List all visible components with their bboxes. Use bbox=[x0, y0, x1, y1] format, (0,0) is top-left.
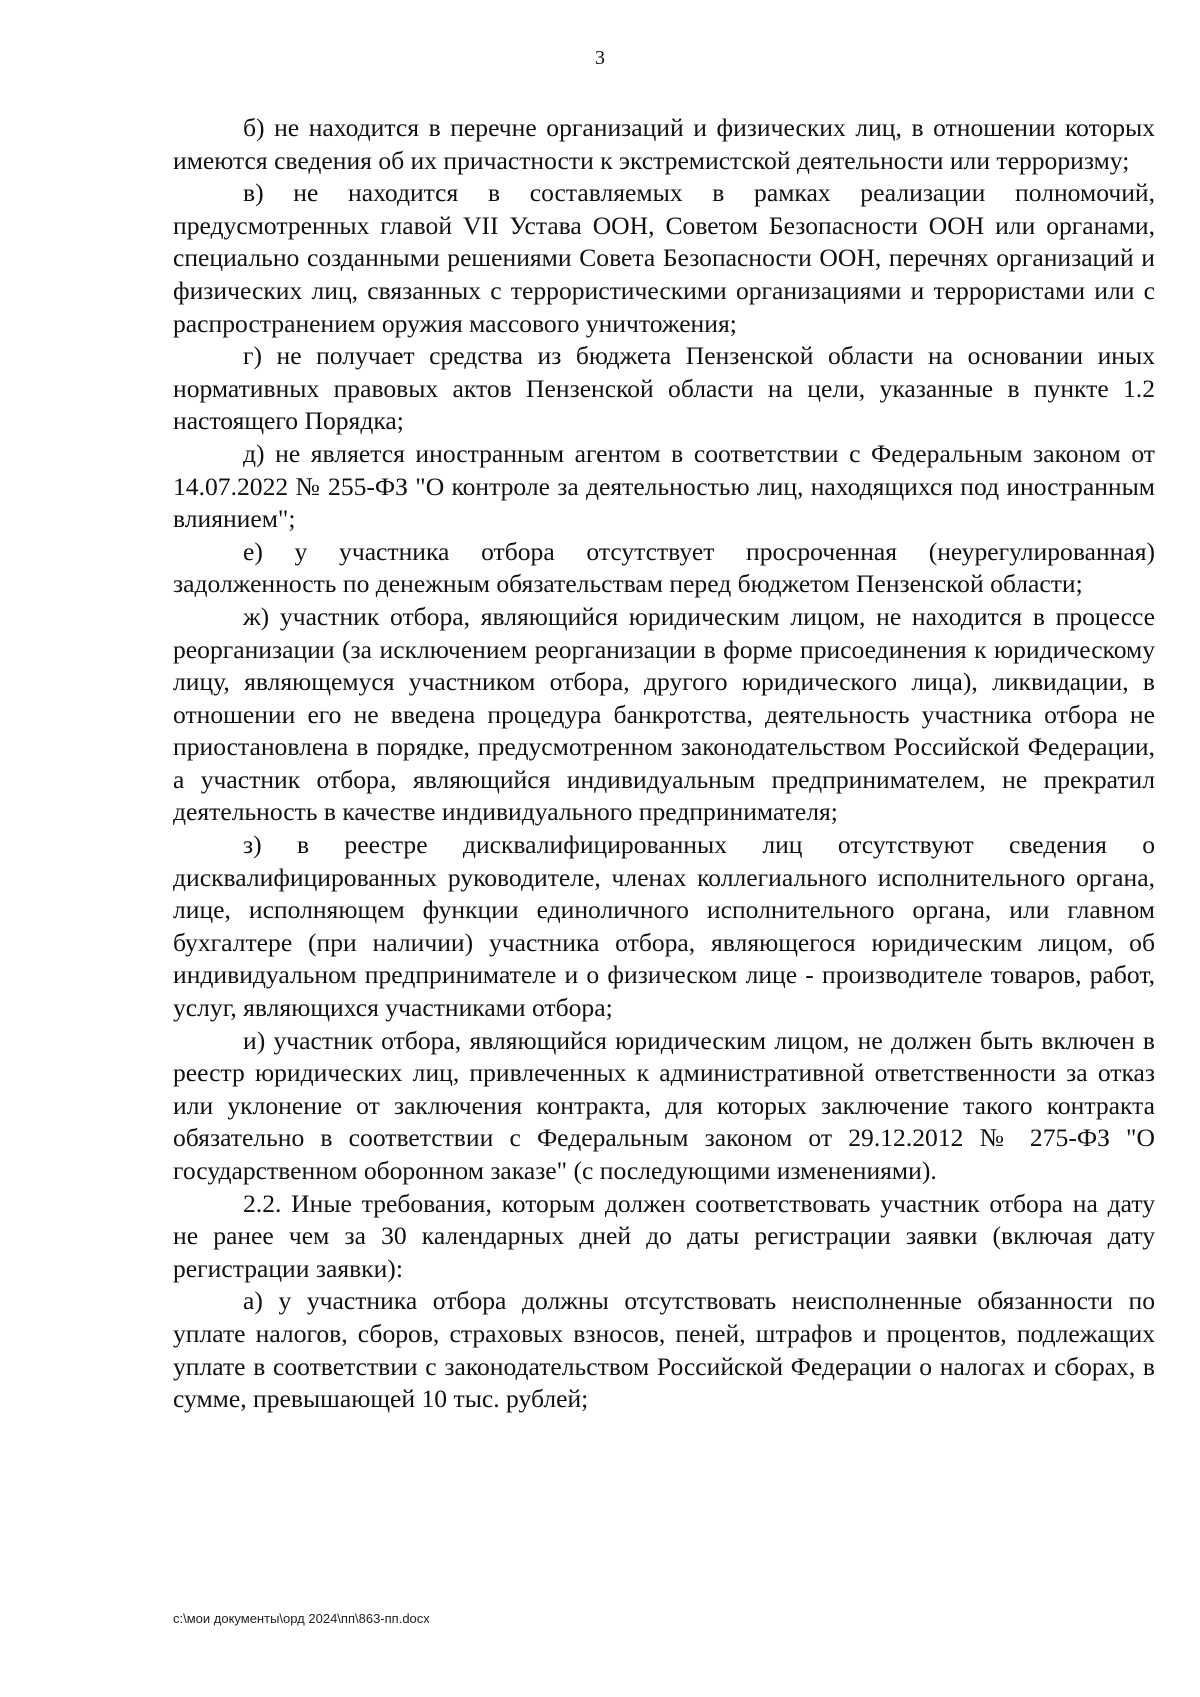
paragraph-v: в) не находится в составляемых в рамках реализации полномочий, предусмотренных главой VII Устава ООН, Советом Безопасности ООН или органами, специально созданными решениями Совета Безопасности ООН, перечнях организаций и физических лиц, связанных с террористическими организациями и террористами или с распространением оружия массового уничтожения; bbox=[173, 178, 1155, 338]
paragraph-zh: ж) участник отбора, являющийся юридическим лицом, не находится в процессе реорганизации (за исключением реорганизации в форме присоединения к юридическому лицу, являющемуся участником отбора, другого юридического лица), ликвидации, в отношении его не введена процедура банкротства, деятельность участника отбора не приостановлена в порядке, предусмотренном законодательством Российской Федерации, а участник отбора, являющийся индивидуальным предпринимателем, не прекратил деятельность в качестве индивидуального предпринимателя; bbox=[173, 601, 1155, 827]
paragraph-b: б) не находится в перечне организаций и физических лиц, в отношении которых имеются сведения об их причастности к экстремистской деятельности или терроризму; bbox=[173, 113, 1155, 175]
paragraph-a: а) у участника отбора должны отсутствовать неисполненные обязанности по уплате налогов, сборов, страховых взносов, пеней, штрафов и процентов, подлежащих уплате в соответствии с законодательством Российской Федерации о налогах и сборах, в сумме, превышающей 10 тыс. рублей; bbox=[173, 1286, 1155, 1414]
paragraph-2-2: 2.2. Иные требования, которым должен соответствовать участник отбора на дату не ранее чем за 30 календарных дней до даты регистрации заявки (включая дату регистрации заявки): bbox=[173, 1188, 1155, 1283]
page-number: 3 bbox=[595, 47, 605, 69]
document-body bbox=[173, 112, 1155, 1416]
file-path-footer: c:\мои документы\орд 2024\пп\863-пп.docx bbox=[173, 1611, 430, 1626]
paragraph-g: г) не получает средства из бюджета Пензенской области на основании иных нормативных правовых актов Пензенской области на цели, указанные в пункте 1.2 настоящего Порядка; bbox=[173, 341, 1155, 436]
paragraph-e: е) у участника отбора отсутствует просроченная (неурегулированная) задолженность по денежным обязательствам перед бюджетом Пензенской области; bbox=[173, 536, 1155, 599]
paragraph-d: д) не является иностранным агентом в соответствии с Федеральным законом от 14.07.2022 № 255-ФЗ "О контроле за деятельностью лиц, находящихся под иностранным влиянием"; bbox=[173, 438, 1155, 534]
paragraph-i: и) участник отбора, являющийся юридическим лицом, не должен быть включен в реестр юридических лиц, привлеченных к административной ответственности за отказ или уклонение от заключения контракта, для которых заключение такого контракта обязательно в соответствии с Федеральным законом от 29.12.2012 № 275-ФЗ "О государственном оборонном заказе" (с последующими изменениями). bbox=[173, 1025, 1155, 1185]
paragraph-z: з) в реестре дисквалифицированных лиц отсутствуют сведения о дисквалифицированных руководителе, членах коллегиального исполнительного органа, лице, исполняющем функции единоличного исполнительного органа, или главном бухгалтере (при наличии) участника отбора, являющегося юридическим лицом, об индивидуальном предпринимателе и о физическом лице - производителе товаров, работ, услуг, являющихся участниками отбора; bbox=[173, 830, 1155, 1023]
